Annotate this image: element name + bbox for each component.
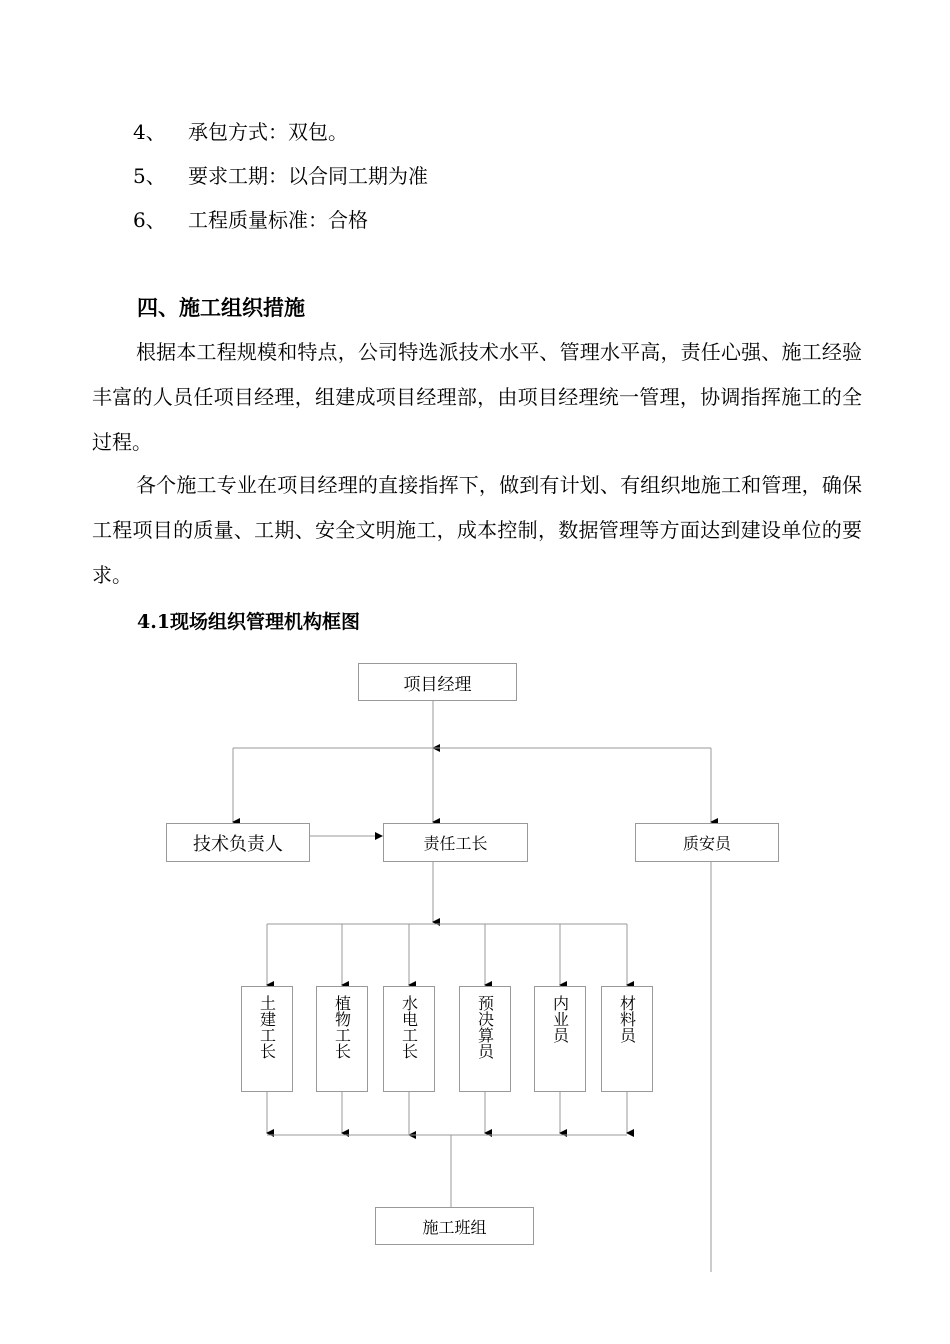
section-heading: 四、施工组织措施 — [137, 295, 305, 320]
org-box-department: 内业员 — [534, 986, 586, 1092]
org-box-department: 预决算员 — [459, 986, 511, 1092]
list-number: 6、 — [133, 208, 166, 232]
list-text: 工程质量标准：合格 — [188, 208, 368, 232]
list-text: 承包方式：双包。 — [188, 120, 348, 144]
org-box-construction-team: 施工班组 — [375, 1207, 534, 1245]
org-box-tech-lead: 技术负责人 — [166, 823, 310, 862]
body-paragraph: 各个施工专业在项目经理的直接指挥下，做到有计划、有组织地施工和管理，确保工程项目的质量、工期、安全文明施工，成本控制，数据管理等方面达到建设单位的要求。 — [92, 473, 862, 587]
org-box-department: 水电工长 — [383, 986, 435, 1092]
list-text: 要求工期：以合同工期为准 — [188, 164, 428, 188]
body-paragraph: 根据本工程规模和特点，公司特选派技术水平、管理水平高，责任心强、施工经验丰富的人员任项目经理，组建成项目经理部，由项目经理统一管理，协调指挥施工的全过程。 — [92, 340, 862, 454]
subheading: 4.1现场组织管理机构框图 — [137, 611, 361, 633]
org-box-project-manager: 项目经理 — [358, 663, 517, 701]
org-box-quality-safety: 质安员 — [635, 823, 779, 862]
org-box-department: 土建工长 — [241, 986, 293, 1092]
org-box-responsible-foreman: 责任工长 — [383, 823, 528, 862]
list-number: 4、 — [133, 120, 166, 144]
list-number: 5、 — [133, 164, 166, 188]
org-box-department: 植物工长 — [316, 986, 368, 1092]
org-box-department: 材料员 — [601, 986, 653, 1092]
